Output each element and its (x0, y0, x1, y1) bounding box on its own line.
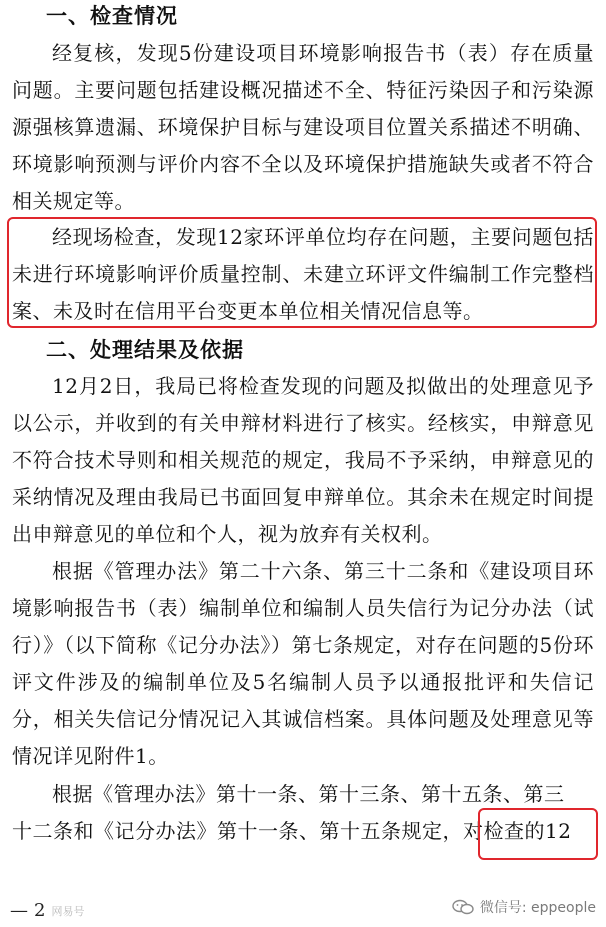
paragraph-final-line-1: 根据《管理办法》第十一条、第十三条、第十五条、第三 (52, 782, 565, 806)
page-number (10, 900, 84, 921)
paragraph-public-notice: 12月2日，我局已将检查发现的问题及拟做出的处理意见予以公示，并收到的有关申辩材料进行了核实。经核实，申辩意见不符合技术导则和相关规范的规定，我局不予采纳，申辩意见的采纳情况及理由我局已书面回复申辩单位。其余未在规定时间提出申辩意见的单位和个人，视为放弃有关权利。 (12, 374, 594, 546)
highlighted-phrase: 对检查的12 (463, 819, 572, 843)
wechat-icon (452, 899, 474, 915)
page-number-value: 2 (34, 900, 46, 921)
section-heading-inspection: 一、检查情况 (46, 4, 178, 28)
page-number-prefix: — (10, 900, 28, 921)
section-heading-results: 二、处理结果及依据 (46, 338, 244, 362)
wechat-watermark (452, 897, 596, 917)
watermark-text: 微信号: eppeople (479, 900, 596, 916)
paragraph-final-line-2 (12, 813, 571, 850)
paragraph-legal-basis: 根据《管理办法》第二十六条、第三十二条和《建设项目环境影响报告书（表）编制单位和编制人员失信行为记分办法（试行）》（以下简称《记分办法》）第七条规定，对存在问题的5份环评文件涉及的编制单位及5名编制人员予以通报批评和失信记分，相关失信记分情况记入其诚信档案。具体问题及处理意见等情况详见附件1。 (12, 559, 594, 768)
faint-source-mark: 网易号 (51, 904, 85, 918)
paragraph-final-line-2-text: 十二条和《记分办法》第十一条、第十五条规定， (12, 819, 463, 843)
paragraph-onsite-inspection: 经现场检查，发现12家环评单位均存在问题，主要问题包括未进行环境影响评价质量控制、未建立环评文件编制工作完整档案、未及时在信用平台变更本单位相关情况信息等。 (12, 225, 594, 323)
paragraph-review-findings: 经复核，发现5份建设项目环境影响报告书（表）存在质量问题。主要问题包括建设概况描述不全、特征污染因子和污染源源强核算遗漏、环境保护目标与建设项目位置关系描述不明确、环境影响预测与评价内容不全以及环境保护措施缺失或者不符合相关规定等。 (12, 41, 594, 213)
